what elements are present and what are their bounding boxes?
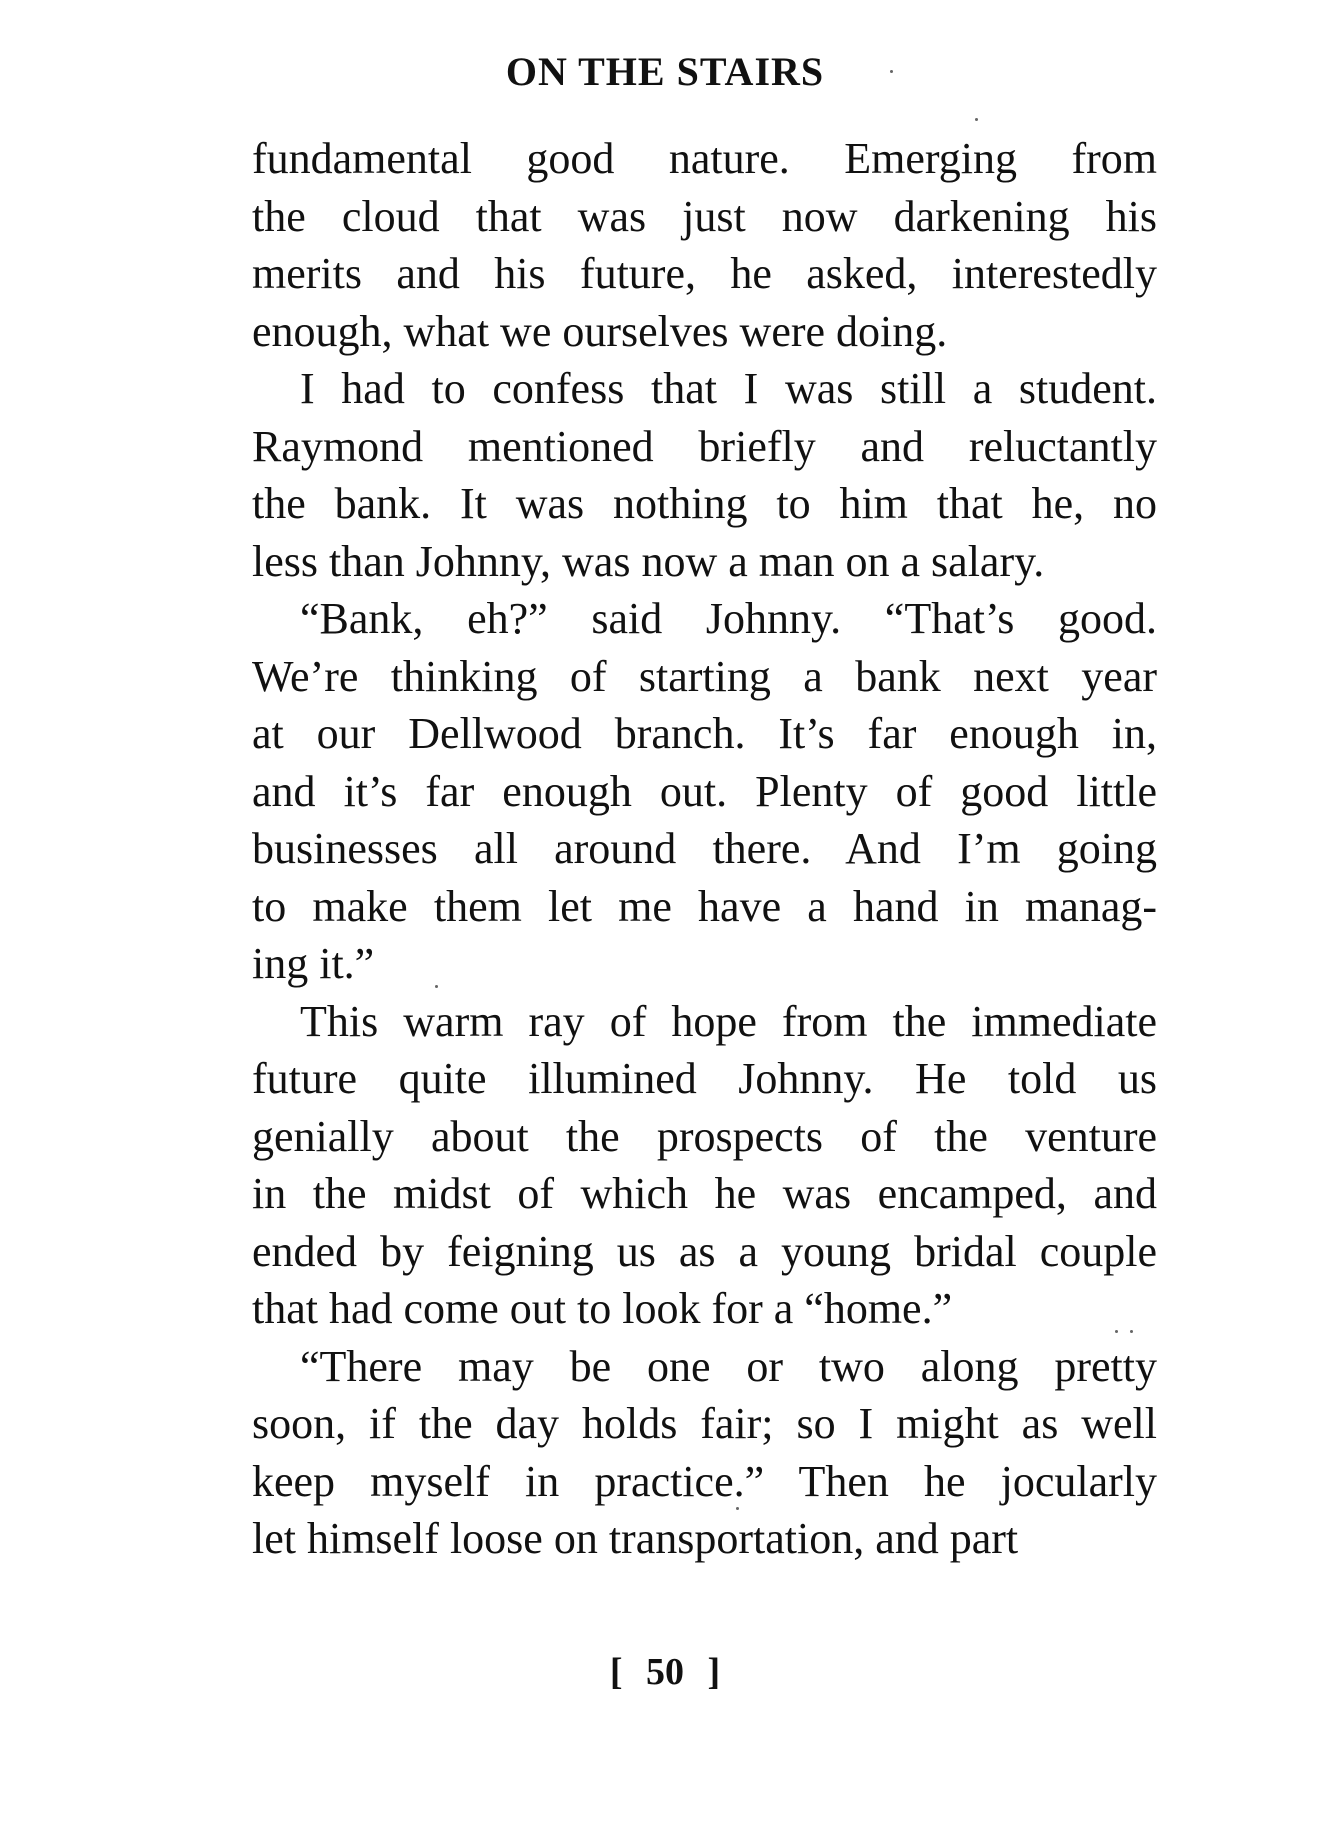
paragraph — [252, 360, 1157, 590]
paragraph — [252, 993, 1157, 1338]
scan-speck — [975, 118, 978, 121]
text-line: “There may be one or two along pretty — [300, 1341, 1157, 1391]
text-line: let himself loose on transportation, and part — [252, 1514, 1019, 1563]
text-line: I had to confess that I was still a student. — [300, 364, 1157, 413]
scan-speck — [1130, 1330, 1133, 1333]
text-line: the cloud that was just now darkening his — [252, 191, 1157, 241]
text-line: Raymond mentioned briefly and reluctantly — [252, 421, 1157, 471]
paragraph — [252, 130, 1157, 360]
text-line: ended by feigning us as a young bridal couple — [252, 1226, 1157, 1276]
scan-speck — [1115, 1330, 1118, 1333]
text-line: to make them let me have a hand in manag- — [252, 881, 1157, 931]
text-line: businesses all around there. And I’m going — [252, 824, 1157, 873]
text-line: enough, what we ourselves were doing. — [252, 306, 948, 356]
text-line: future quite illumined Johnny. He told us — [252, 1054, 1157, 1103]
scan-speck — [890, 70, 893, 73]
text-line: that had come out to look for a “home.” — [252, 1284, 953, 1333]
scan-speck — [435, 985, 438, 988]
text-line: keep myself in practice.” Then he jocularly — [252, 1456, 1157, 1506]
paragraph — [252, 590, 1157, 993]
running-head: ON THE STAIRS — [505, 49, 825, 94]
text-line: in the midst of which he was encamped, and — [252, 1169, 1157, 1218]
text-line: “Bank, eh?” said Johnny. “That’s good. — [300, 594, 1157, 643]
text-line: the bank. It was nothing to him that he, no — [252, 479, 1157, 528]
page-number: [ 50 ] — [609, 1651, 721, 1693]
text-line: fundamental good nature. Emerging from — [252, 134, 1157, 183]
text-line: We’re thinking of starting a bank next year — [252, 651, 1157, 701]
text-line: soon, if the day holds fair; so I might as well — [252, 1399, 1157, 1448]
text-line: at our Dellwood branch. It’s far enough in, — [252, 709, 1157, 758]
text-line: This warm ray of hope from the immediate — [300, 996, 1157, 1046]
text-line: and it’s far enough out. Plenty of good little — [252, 766, 1157, 816]
text-line: genially about the prospects of the venture — [252, 1111, 1157, 1161]
body-text — [252, 130, 1157, 1568]
text-line: ing it.” — [252, 939, 375, 988]
text-line: less than Johnny, was now a man on a salary. — [252, 536, 1045, 586]
scan-speck — [736, 1507, 739, 1510]
paragraph — [252, 1338, 1157, 1568]
text-line: merits and his future, he asked, interestedly — [252, 249, 1157, 298]
